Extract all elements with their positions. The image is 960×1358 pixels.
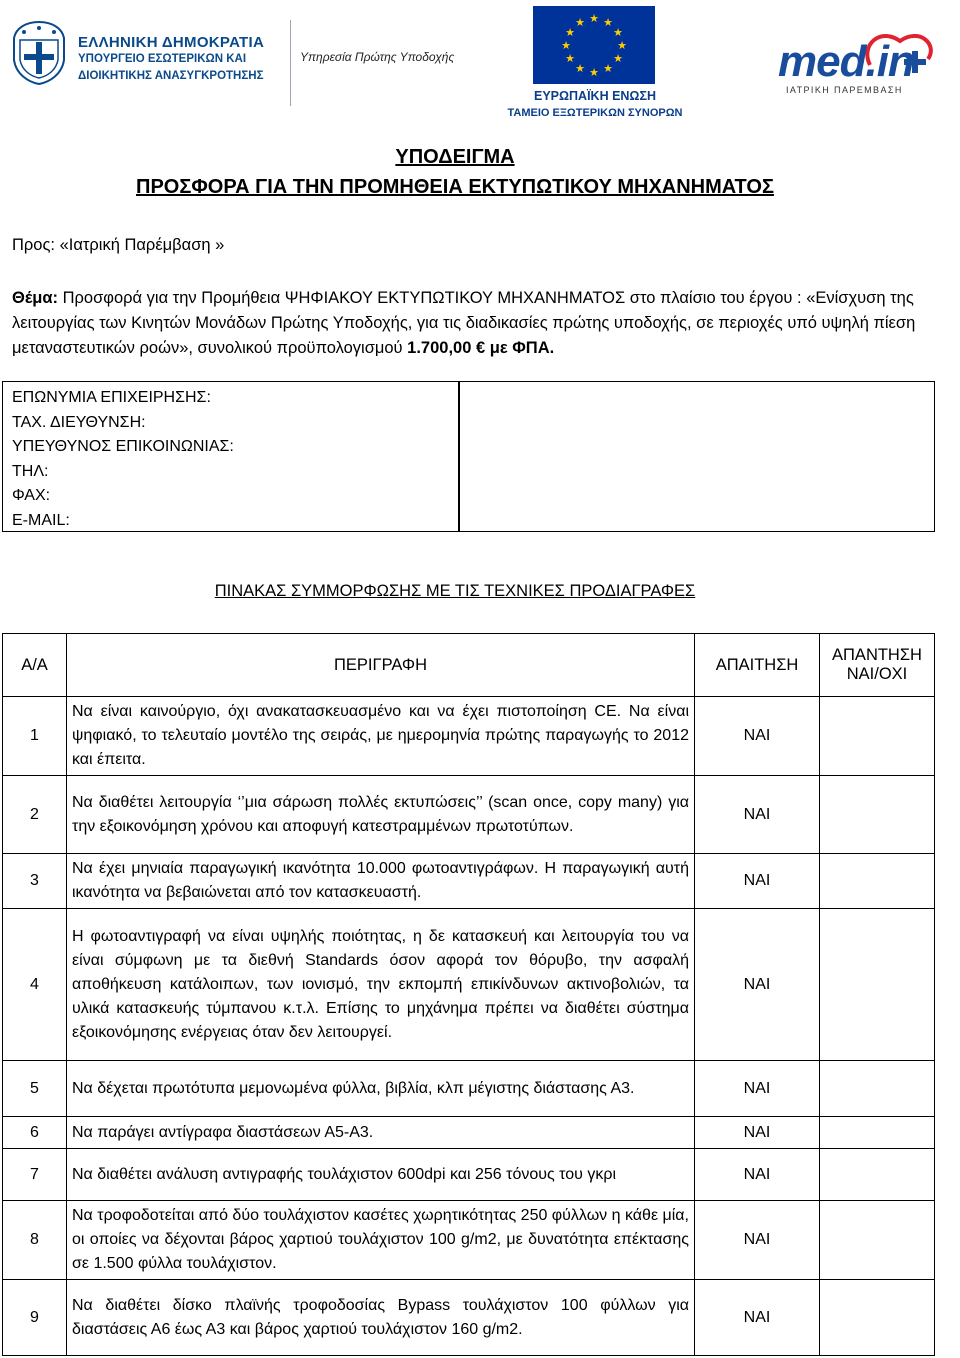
document-title: ΥΠΟΔΕΙΓΜΑ: [395, 146, 515, 168]
medin-wordmark: med.in: [778, 37, 914, 86]
row-number: 7: [3, 1149, 67, 1201]
svg-text:★: ★: [575, 62, 585, 75]
compliance-table: [2, 633, 935, 1356]
table-header-row: [3, 634, 935, 697]
table-row: [3, 776, 935, 854]
row-requirement: ΝΑΙ: [695, 697, 820, 776]
table-row: [3, 1201, 935, 1280]
row-description: Να δέχεται πρωτότυπα μεμονωμένα φύλλα, βιβλία, κλπ μέγιστης διάστασης Α3.: [67, 1061, 695, 1117]
row-requirement: ΝΑΙ: [695, 1061, 820, 1117]
table-row: [3, 1149, 935, 1201]
svg-text:★: ★: [603, 62, 613, 75]
table-row: [3, 697, 935, 776]
info-column-divider: [458, 382, 460, 531]
eu-logo: [505, 6, 685, 124]
header-description: ΠΕΡΙΓΡΑΦΗ: [67, 634, 695, 697]
compliance-title: ΠΙΝΑΚΑΣ ΣΥΜΜΟΡΦΩΣΗΣ ΜΕ ΤΙΣ ΤΕΧΝΙΚΕΣ ΠΡΟΔΙΑΓΡΑΦΕΣ: [214, 582, 696, 600]
subject-amount: 1.700,00 € με ΦΠΑ.: [407, 339, 555, 357]
row-requirement: ΝΑΙ: [695, 1149, 820, 1201]
row-answer-cell: [820, 1149, 935, 1201]
row-number: 5: [3, 1061, 67, 1117]
subject-text: Προσφορά για την Προμήθεια ΨΗΦΙΑΚΟΥ ΕΚΤΥΠΩΤΙΚΟΥ ΜΗΧΑΝΗΜΑΤΟΣ στο πλαίσιο του έργου : «Ενίσχυση της λειτουργίας των Κινητών Μονάδων Πρώτης Υποδοχής, για τις διαδικασίες πρώτης υποδοχής, σε περιοχές υπό υψηλή πίεση μεταναστευτικών ροών», συνολικού προϋπολογισμού: [12, 289, 916, 357]
table-row: [3, 854, 935, 909]
recipient-line: Προς: «Ιατρική Παρέμβαση »: [12, 236, 225, 254]
eu-subtitle: ΤΑΜΕΙΟ ΕΞΩΤΕΡΙΚΩΝ ΣΥΝΟΡΩΝ: [507, 107, 683, 119]
greek-emblem-icon: [10, 20, 68, 86]
svg-text:★: ★: [565, 52, 575, 65]
row-answer-cell: [820, 854, 935, 909]
svg-text:★: ★: [589, 12, 599, 25]
subject-label: Θέμα:: [12, 289, 59, 307]
row-number: 1: [3, 697, 67, 776]
svg-text:★: ★: [613, 26, 623, 39]
row-requirement: ΝΑΙ: [695, 1117, 820, 1149]
svg-text:★: ★: [613, 52, 623, 65]
svg-text:★: ★: [575, 16, 585, 29]
svg-text:★: ★: [603, 16, 613, 29]
row-answer-cell: [820, 909, 935, 1061]
row-answer-cell: [820, 697, 935, 776]
row-number: 3: [3, 854, 67, 909]
header-answer-line1: ΑΠΑΝΤΗΣΗ: [832, 646, 922, 664]
company-info-table: [2, 381, 935, 532]
row-description: Να είναι καινούργιο, όχι ανακατασκευασμένο και να έχει πιστοποίηση CE. Να είναι ψηφιακό, το τελευταίο μοντέλο της σειράς, με ημερομηνία πρώτης παραγωγής το 2012 και έπειτα.: [67, 697, 695, 776]
table-row: [3, 1061, 935, 1117]
svg-text:★: ★: [561, 39, 571, 52]
medin-logo: [770, 25, 950, 100]
row-answer-cell: [820, 1201, 935, 1280]
row-answer-cell: [820, 1280, 935, 1356]
svg-text:★: ★: [589, 66, 599, 79]
gr-line3: ΔΙΟΙΚΗΤΙΚΗΣ ΑΝΑΣΥΓΚΡΟΤΗΣΗΣ: [78, 70, 264, 82]
row-description: Να τροφοδοτείται από δύο τουλάχιστον κασέτες χωρητικότητας 250 φύλλων η κάθε μία, οι οποίες να δέχονται βάρος χαρτιού τουλάχιστον 100 g/m2, με δυνατότητα επέκτασης σε 1.500 φύλλα τουλάχιστον.: [67, 1201, 695, 1280]
svg-text:★: ★: [617, 39, 627, 52]
row-number: 9: [3, 1280, 67, 1356]
header-answer: [820, 634, 935, 697]
table-row: [3, 1280, 935, 1356]
email-label: E-MAIL:: [12, 511, 70, 529]
row-description: Να έχει μηνιαία παραγωγική ικανότητα 10.000 φωτοαντιγράφων. Η παραγωγική αυτή ικανότητα να βεβαιώνεται από τον κατασκευαστή.: [67, 854, 695, 909]
gr-line1: ΕΛΛΗΝΙΚΗ ΔΗΜΟΚΡΑΤΙΑ: [78, 34, 265, 51]
row-answer-cell: [820, 1117, 935, 1149]
row-requirement: ΝΑΙ: [695, 854, 820, 909]
table-row: [3, 1117, 935, 1149]
greek-ministry-logo: [10, 18, 290, 88]
medin-subtitle: ΙΑΤΡΙΚΗ ΠΑΡΕΜΒΑΣΗ: [786, 85, 903, 95]
address-label: ΤΑΧ. ΔΙΕΥΘΥΝΣΗ:: [12, 413, 146, 431]
row-description: Να παράγει αντίγραφα διαστάσεων Α5-Α3.: [67, 1117, 695, 1149]
row-requirement: ΝΑΙ: [695, 1280, 820, 1356]
eu-title: ΕΥΡΩΠΑΪΚΗ ΕΝΩΣΗ: [533, 89, 656, 103]
row-description: Να διαθέτει λειτουργία ‘’μια σάρωση πολλές εκτυπώσεις’’ (scan once, copy many) για την εξοικονόμηση χρόνου και αποφυγή κατεστραμμένων πρωτοτύπων.: [67, 776, 695, 854]
fax-label: ΦΑΧ:: [12, 487, 51, 504]
row-answer-cell: [820, 776, 935, 854]
row-number: 8: [3, 1201, 67, 1280]
header-requirement: ΑΠΑΙΤΗΣΗ: [695, 634, 820, 697]
row-description: Να διαθέτει δίσκο πλαϊνής τροφοδοσίας Bypass τουλάχιστον 100 φύλλων για διαστάσεις Α6 έως Α3 και βάρος χαρτιού τουλάχιστον 160 g/m2.: [67, 1280, 695, 1356]
row-answer-cell: [820, 1061, 935, 1117]
gr-line2: ΥΠΟΥΡΓΕΙΟ ΕΣΩΤΕΡΙΚΩΝ ΚΑΙ: [78, 53, 247, 65]
svg-text:★: ★: [565, 26, 575, 39]
phone-label: ΤΗΛ:: [12, 462, 49, 480]
eu-flag-icon: [533, 6, 655, 84]
row-number: 4: [3, 909, 67, 1061]
contact-person-label: ΥΠΕΥΘΥΝΟΣ ΕΠΙΚΟΙΝΩΝΙΑΣ:: [12, 438, 234, 455]
logo-divider: [290, 20, 291, 106]
header-answer-line2: ΝΑΙ/ΟΧΙ: [846, 665, 908, 683]
row-number: 2: [3, 776, 67, 854]
header-logos: [0, 0, 960, 130]
row-requirement: ΝΑΙ: [695, 776, 820, 854]
table-row: [3, 909, 935, 1061]
company-name-label: ΕΠΩΝΥΜΙΑ ΕΠΙΧΕΙΡΗΣΗΣ:: [12, 389, 211, 406]
document-subtitle: ΠΡΟΣΦΟΡΑ ΓΙΑ ΤΗΝ ΠΡΟΜΗΘΕΙΑ ΕΚΤΥΠΩΤΙΚΟΥ ΜΗΧΑΝΗΜΑΤΟΣ: [136, 176, 774, 198]
row-number: 6: [3, 1117, 67, 1149]
row-description: Η φωτοαντιγραφή να είναι υψηλής ποιότητας, η δε κατασκευή και λειτουργία του να είναι σύμφωνη με τα διεθνή Standards όσον αφορά τον θόρυβο, την ασφαλή αποθήκευση κατάλοιπων, των ιονισμό, την εκπομπή επικίνδυνων ακτινοβολιών, τα υλικά κατασκευής τύμπανου κ.τ.λ. Επίσης το μηχάνημα πρέπει να διαθέτει σύστημα εξοικονόμησης ενέργειας όταν δεν λειτουργεί.: [67, 909, 695, 1061]
header-no: Α/Α: [3, 634, 67, 697]
row-requirement: ΝΑΙ: [695, 1201, 820, 1280]
service-label: Υπηρεσία Πρώτης Υποδοχής: [300, 50, 455, 64]
subject-paragraph: [12, 286, 937, 361]
row-requirement: ΝΑΙ: [695, 909, 820, 1061]
row-description: Να διαθέτει ανάλυση αντιγραφής τουλάχιστον 600dpi και 256 τόνους του γκρι: [67, 1149, 695, 1201]
